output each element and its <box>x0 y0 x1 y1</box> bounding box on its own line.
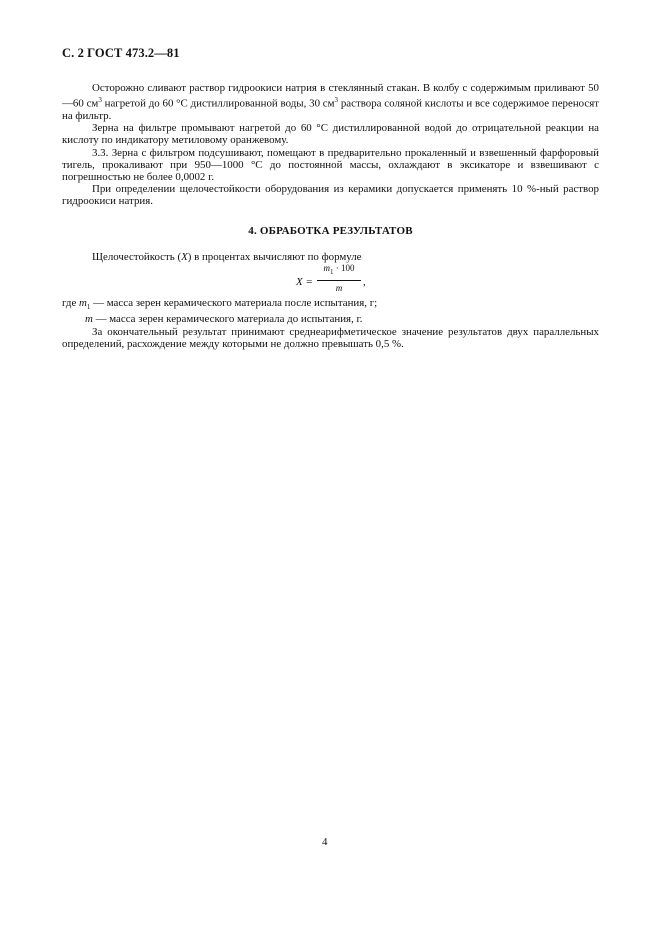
superscript-cubic-2: 3 <box>334 96 339 105</box>
definition-m1 <box>62 297 599 313</box>
page-header: С. 2 ГОСТ 473.2—81 <box>62 46 180 60</box>
numerator-factor: · 100 <box>333 263 355 274</box>
formula-intro-text-a: Щелочестойкость ( <box>92 250 182 263</box>
formula-comma: , <box>363 276 366 289</box>
definition-m1-variable: m <box>79 297 87 310</box>
paragraph-rinse-text-a: Осторожно сливают раствор гидроокиси натрия в стеклянный стакан. В колбу с содержимым приливают 50—60 см <box>62 82 599 110</box>
formula-intro-variable: X <box>181 250 188 263</box>
formula-numerator <box>317 263 361 281</box>
section-title: 4. ОБРАБОТКА РЕЗУЛЬТАТОВ <box>248 224 413 237</box>
paragraph-rinse-text-c: раствора соляной кислоты и все содержимое переносят на фильтр. <box>62 97 599 123</box>
formula-intro-text-b: ) в процентах вычисляют по формуле <box>187 250 362 263</box>
formula-fraction <box>317 263 361 294</box>
formula-intro <box>62 251 599 263</box>
definition-m1-subscript: 1 <box>86 303 91 312</box>
page-number: 4 <box>322 836 328 848</box>
paragraph-wash: Зерна на фильтре промывают нагретой до 60 °С дистиллированной водой до отрицательной реакции на кислоту по индикатору метиловому оранжевому. <box>62 122 599 147</box>
paragraph-ceramics-note: При определении щелочестойкости оборудования из керамики допускается применять 10 %-ный раствор гидроокиси натрия. <box>62 183 599 208</box>
definition-m <box>62 313 599 325</box>
paragraph-rinse-text-b: нагретой до 60 °С дистиллированной воды, 30 см <box>101 97 335 110</box>
definition-m-variable: m <box>85 313 93 326</box>
document-body <box>62 82 599 350</box>
paragraph-final-result: За окончательный результат принимают среднеарифметическое значение результатов двух параллельных определений, расхождение между которыми не должно превышать 0,5 %. <box>62 325 599 350</box>
numerator-subscript: 1 <box>330 267 334 276</box>
formula-lhs: X = <box>296 276 313 289</box>
definition-m-text: — масса зерен керамического материала до испытания, г. <box>92 313 363 326</box>
formula <box>62 263 599 297</box>
definition-m1-text: — масса зерен керамического материала после испытания, г; <box>90 297 378 310</box>
numerator-variable: m <box>323 263 330 274</box>
formula-denominator: m <box>335 282 343 293</box>
definition-prefix: где <box>62 297 80 310</box>
superscript-cubic-1: 3 <box>98 96 102 105</box>
paragraph-rinse <box>62 82 599 122</box>
paragraph-3-3: 3.3. Зерна с фильтром подсушивают, помещают в предварительно прокаленный и взвешенный фарфоровый тигель, прокаливают при 950—1000 °С до постоянной массы, охлаждают в эксикаторе и взвешивают с погрешностью не более 0,0002 г. <box>62 146 599 184</box>
